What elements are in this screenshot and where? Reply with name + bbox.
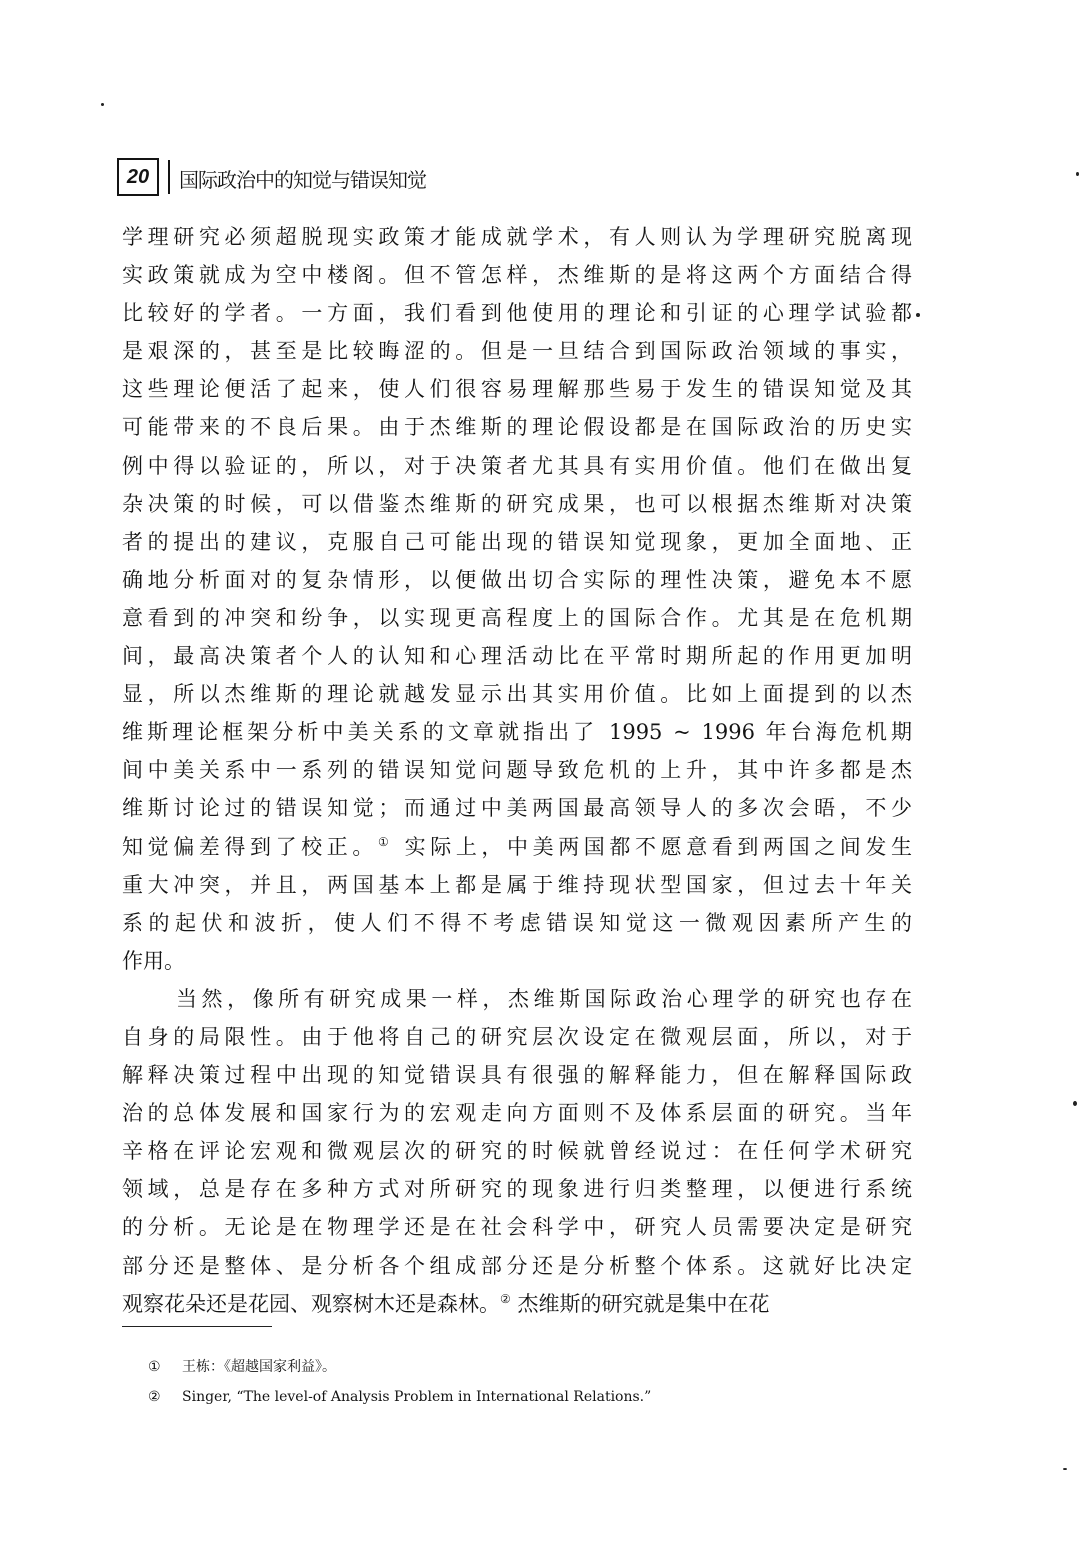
text-line: 显，所以杰维斯的理论就越发显示出其实用价值。比如上面提到的以杰: [122, 682, 912, 707]
text-line: 系的起伏和波折，使人们不得不考虑错误知觉这一微观因素所产生的: [122, 910, 912, 935]
text-line: 例中得以验证的，所以，对于决策者尤其具有实用价值。他们在做出复: [122, 453, 912, 478]
text-run: 知觉偏差得到了校正。: [122, 834, 378, 859]
book-title: 国际政治中的知觉与错误知觉: [179, 168, 426, 192]
text-line: 实政策就成为空中楼阁。但不管怎样，杰维斯的是将这两个方面结合得: [122, 263, 912, 288]
footnote-text: 王栋：《超越国家利益》。: [182, 1359, 336, 1375]
text-line: 治的总体发展和国家行为的宏观走向方面则不及体系层面的研究。当年: [122, 1101, 912, 1126]
header-divider: [168, 160, 170, 194]
scan-speck: [1073, 1101, 1077, 1106]
footnote-text: Singer, “The level-of Analysis Problem in International Relations.”: [182, 1389, 652, 1405]
text-line: [122, 1285, 912, 1323]
text-line: 重大冲突，并且，两国基本上都是属于维持现状型国家，但过去十年关: [122, 872, 912, 897]
text-line: 是艰深的，甚至是比较晦涩的。但是一旦结合到国际政治领域的事实，: [122, 339, 912, 364]
text-line: 这些理论便活了起来，使人们很容易理解那些易于发生的错误知觉及其: [122, 377, 912, 402]
text-line: 意看到的冲突和纷争，以实现更高程度上的国际合作。尤其是在危机期: [122, 605, 912, 630]
text-line: 自身的局限性。由于他将自己的研究层次设定在微观层面，所以，对于: [122, 1024, 912, 1049]
text-line: 维斯理论框架分析中美关系的文章就指出了 1995 ~ 1996 年台海危机期: [122, 720, 912, 745]
footnote-1: [148, 1352, 908, 1382]
running-header: [117, 158, 447, 198]
scan-speck: [1063, 1468, 1067, 1470]
text-line: 领域，总是存在多种方式对所研究的现象进行归类整理，以便进行系统: [122, 1177, 912, 1202]
text-line: 作用。: [122, 948, 185, 973]
text-line: 部分还是整体、是分析各个组成部分还是分析整个体系。这就好比决定: [122, 1253, 912, 1278]
paragraph: [122, 218, 912, 980]
footnote-divider: [122, 1326, 272, 1327]
text-line: 当然，像所有研究成果一样，杰维斯国际政治心理学的研究也存在: [176, 986, 912, 1011]
body-text: [122, 218, 912, 1323]
text-run: 杰维斯的研究就是集中在花: [510, 1291, 770, 1316]
text-line: 学理研究必须超脱现实政策才能成就学术，有人则认为学理研究脱离现: [122, 225, 912, 249]
text-line: 比较好的学者。一方面，我们看到他使用的理论和引证的心理学试验都: [122, 301, 912, 326]
page-number: 20: [117, 158, 159, 196]
text-line: 间中美关系中一系列的错误知觉问题导致危机的上升，其中许多都是杰: [122, 758, 912, 783]
text-line: 维斯讨论过的错误知觉；而通过中美两国最高领导人的多次会晤，不少: [122, 796, 912, 821]
footnote-reference: ②: [500, 1291, 511, 1306]
footnotes: [148, 1352, 908, 1412]
text-line: 可能带来的不良后果。由于杰维斯的理论假设都是在国际政治的历史实: [122, 415, 912, 440]
text-line: 的分析。无论是在物理学还是在社会科学中，研究人员需要决定是研究: [122, 1215, 912, 1240]
footnote-2: [148, 1382, 908, 1412]
text-run: 观察花朵还是花园、观察树木还是森林。: [122, 1291, 500, 1316]
text-line: 者的提出的建议，克服自己可能出现的错误知觉现象，更加全面地、正: [122, 529, 912, 554]
text-line: 辛格在评论宏观和微观层次的研究的时候就曾经说过：在任何学术研究: [122, 1139, 912, 1164]
text-line: [122, 828, 912, 866]
text-run: 实际上，中美两国都不愿意看到两国之间发生: [393, 834, 912, 859]
footnote-reference: ①: [377, 834, 394, 849]
text-line: 间，最高决策者个人的认知和心理活动比在平常时期所起的作用更加明: [122, 644, 912, 669]
scan-speck: [101, 103, 104, 106]
text-line: 解释决策过程中出现的知觉错误具有很强的解释能力，但在解释国际政: [122, 1063, 912, 1088]
text-line: 确地分析面对的复杂情形，以便做出切合实际的理性决策，避免本不愿: [122, 567, 912, 592]
text-line: 杂决策的时候，可以借鉴杰维斯的研究成果，也可以根据杰维斯对决策: [122, 491, 912, 516]
paragraph: [122, 980, 912, 1323]
footnote-mark: ②: [148, 1389, 161, 1405]
scan-speck: [1076, 172, 1079, 176]
footnote-mark: ①: [148, 1359, 161, 1375]
scan-speck: [916, 313, 920, 317]
